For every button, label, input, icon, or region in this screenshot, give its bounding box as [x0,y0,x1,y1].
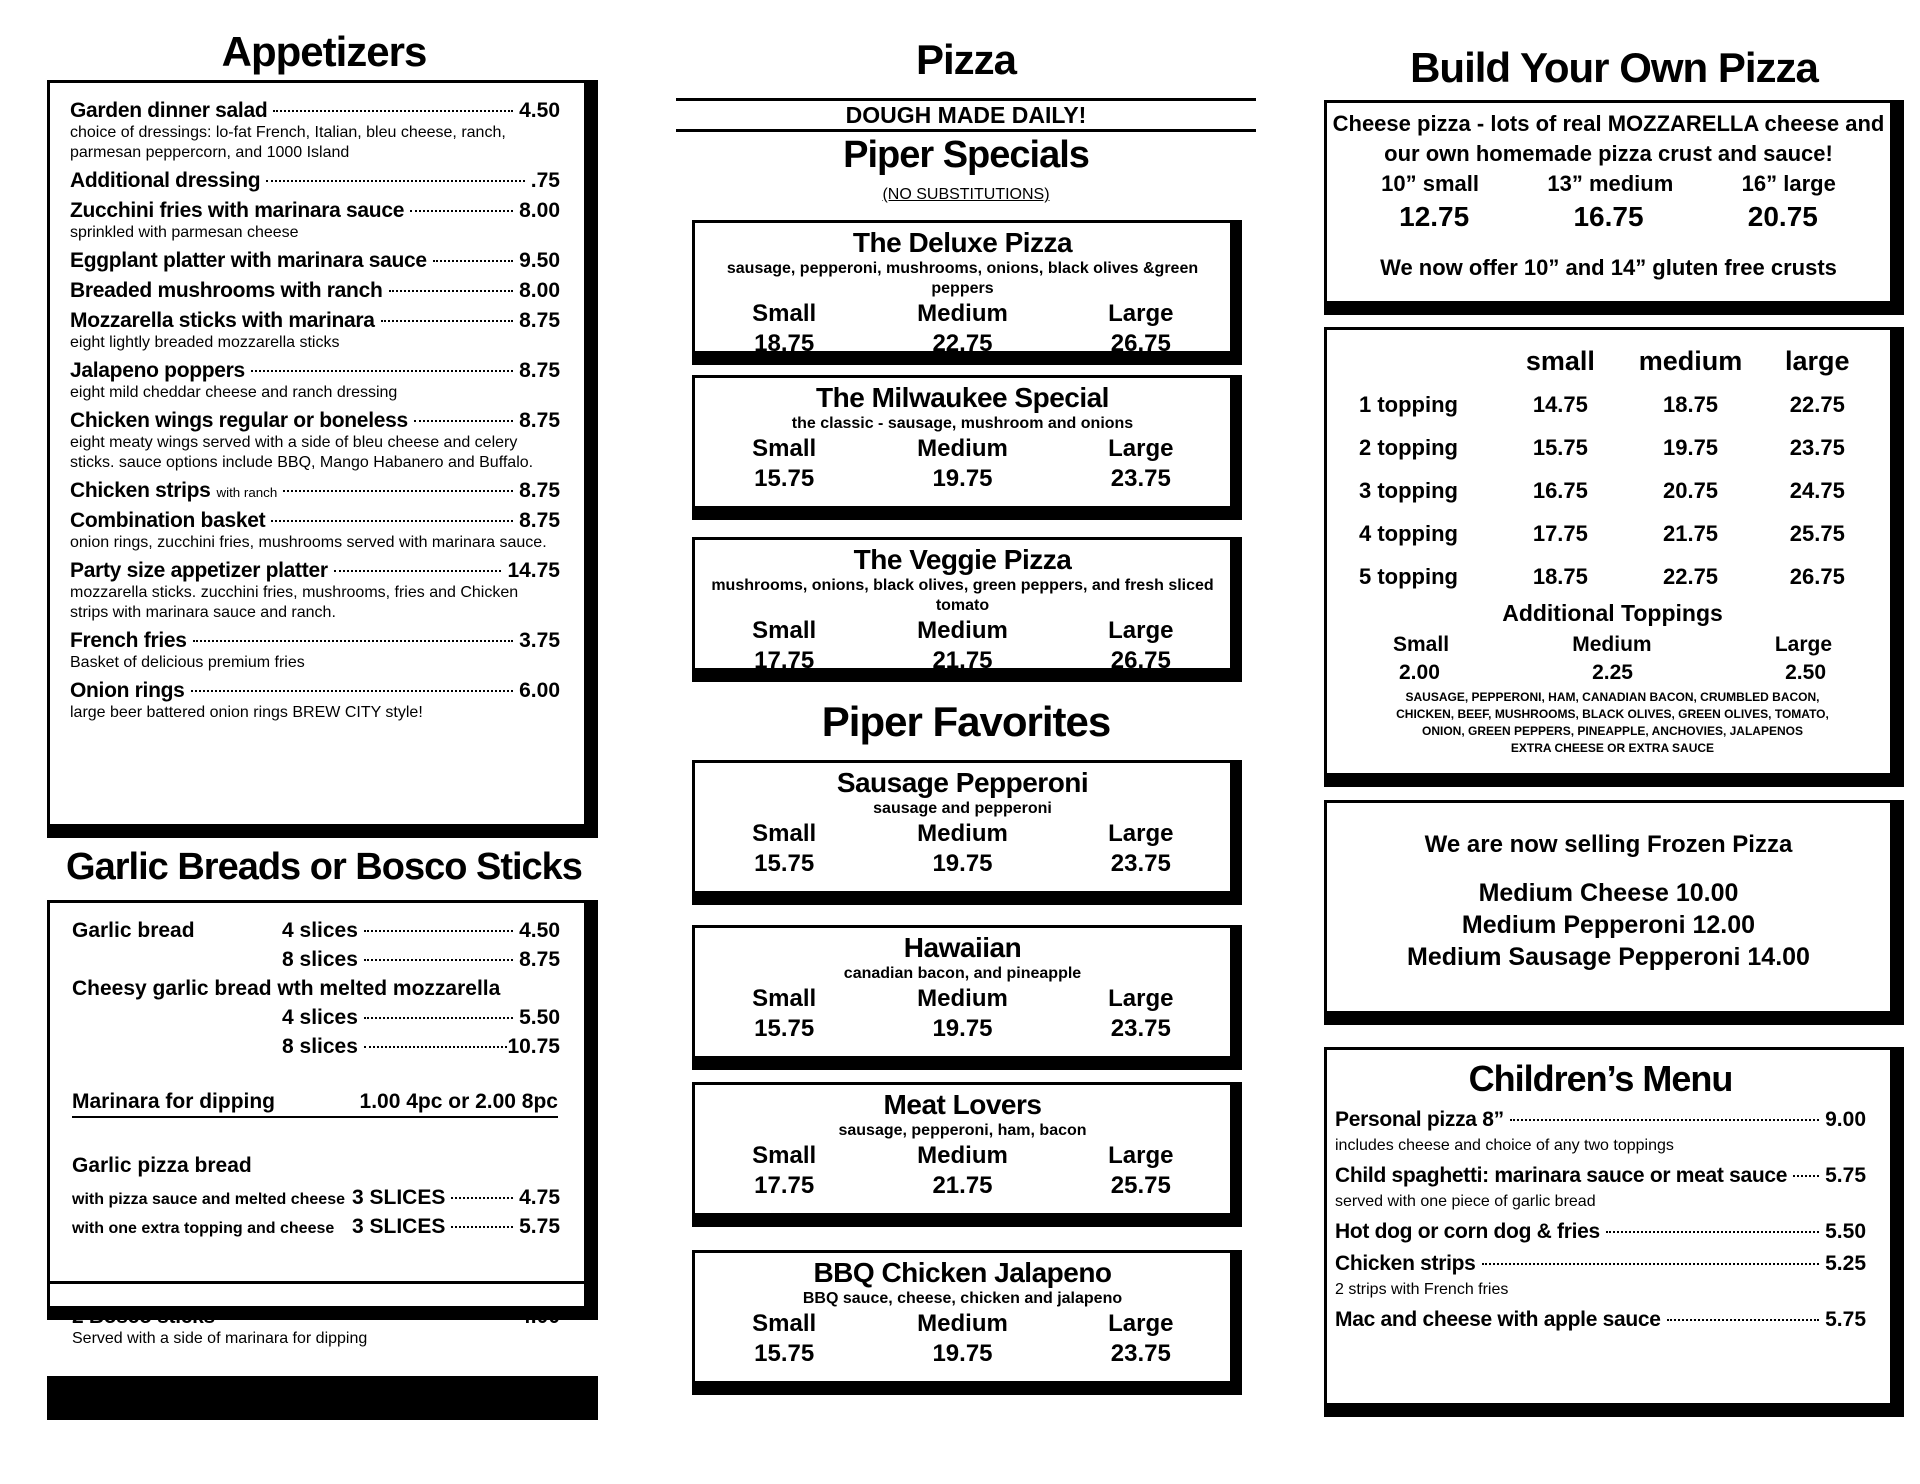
children-title: Children’s Menu [1468,1058,1733,1099]
appetizer-price: 4.50 [519,99,560,122]
children-name: Personal pizza 8” [1335,1108,1504,1131]
size-price: 26.75 [1110,330,1171,357]
frozen-line-2: Medium Pepperoni 12.00 [1461,911,1756,939]
pizza-card [692,1250,1242,1395]
gpb1-desc: with pizza sauce and melted cheese [72,1191,345,1208]
appetizer-name: Mozzarella sticks with marinara [70,309,375,332]
topping-list-1: SAUSAGE, PEPPERONI, HAM, CANADIAN BACON, CRUMBLED BACON, [1405,690,1820,704]
size-price: 15.75 [754,850,815,877]
topping-list-3: ONION, GREEN PEPPERS, PINEAPPLE, ANCHOVIES, JALAPENOS [1422,724,1803,738]
cheese-price-small: 12.75 [1399,201,1470,232]
gpb1-qty: 3 SLICES [352,1186,446,1209]
size-price: 22.75 [932,330,993,357]
appetizer-price: 8.75 [519,359,560,382]
th-medium: medium [1638,346,1743,376]
children-price: 5.50 [1825,1220,1866,1243]
bosco-price: 4.00 [519,1305,560,1328]
pizza-name: The Veggie Pizza [853,544,1072,575]
appetizer-desc: eight lightly breaded mozzarella sticks [70,334,340,351]
appetizer-price: 8.75 [519,509,560,532]
size-label: Small [752,300,817,327]
size-price: 21.75 [932,647,993,674]
appetizer-item [70,479,560,503]
topping-price: 21.75 [1662,520,1719,546]
topping-price: 25.75 [1789,520,1845,546]
size-label: Large [1108,435,1174,462]
appetizer-item [70,309,560,353]
appetizer-name: French fries [70,629,187,652]
pizza-name: The Deluxe Pizza [852,227,1073,258]
toppings-table [1359,340,1866,598]
topping-price: 22.75 [1789,391,1845,417]
size-price: 23.75 [1110,1340,1171,1367]
gb-8-slices: 8 slices [282,948,358,971]
pizza-card [692,1082,1242,1227]
size-label: Small [752,617,817,644]
size-label: Large [1108,985,1174,1012]
size-label: Small [752,1142,817,1169]
topping-row [1359,469,1866,512]
appetizer-price: 8.75 [519,309,560,332]
gpb2-price: 5.75 [519,1215,560,1238]
topping-price: 17.75 [1532,520,1588,546]
frozen-box [1324,800,1904,1025]
appetizer-desc: Basket of delicious premium fries [70,654,305,671]
appetizer-name: Zucchini fries with marinara sauce [70,199,405,222]
garlic-bottom-bar [47,1376,598,1420]
size-label: Medium [917,820,1008,847]
size-price: 18.75 [754,330,815,357]
pizza-name: The Milwaukee Special [816,382,1109,413]
appetizer-name: Combination basket [70,509,266,532]
size-label: Small [752,435,817,462]
appetizer-desc: eight meaty wings served with a side of bleu cheese and celery sticks. sauce options include BBQ, Mango Habanero and Buffalo. [70,434,534,471]
topping-price: 23.75 [1789,434,1845,460]
pizza-name: BBQ Chicken Jalapeno [813,1257,1112,1288]
appetizer-item [70,359,560,403]
pizza-card [692,537,1242,682]
size-13: 13” medium [1547,171,1674,196]
appetizer-name: Chicken wings regular or boneless [70,409,408,432]
size-price: 19.75 [932,1340,993,1367]
topping-count: 5 topping [1359,563,1458,589]
topping-count: 2 topping [1359,434,1458,460]
appetizer-name: Chicken strips [70,479,211,502]
topping-price: 16.75 [1532,477,1588,503]
pizza-card [692,375,1242,520]
gb-4-slices: 4 slices [282,919,358,942]
size-label: Medium [917,300,1008,327]
size-label: Large [1108,300,1174,327]
children-price: 5.25 [1825,1252,1866,1275]
appetizer-desc: eight mild cheddar cheese and ranch dressing [70,384,398,401]
pizza-desc: the classic - sausage, mushroom and onions [791,415,1134,432]
size-price: 23.75 [1110,1015,1171,1042]
topping-price: 19.75 [1662,434,1719,460]
appetizer-item [70,679,560,723]
size-price: 23.75 [1110,850,1171,877]
pizza-desc: mushrooms, onions, black olives, green peppers, and fresh sliced tomato [711,577,1214,614]
topping-price: 22.75 [1662,563,1719,589]
size-label: Medium [917,435,1008,462]
appetizer-item [70,509,560,553]
dough-banner: DOUGH MADE DAILY! [676,98,1256,132]
byo-title: Build Your Own Pizza [1410,44,1818,91]
cg-4-slices: 4 slices [282,1006,358,1029]
size-price: 25.75 [1110,1172,1171,1199]
appetizer-name: Party size appetizer platter [70,559,328,582]
children-name: Child spaghetti: marinara sauce or meat sauce [1335,1164,1788,1187]
appetizer-item [70,409,560,473]
appetizer-name: Onion rings [70,679,185,702]
pizza-name: Sausage Pepperoni [836,767,1089,798]
topping-price: 18.75 [1532,563,1588,589]
topping-count: 1 topping [1359,391,1458,417]
add-small: Small [1393,633,1450,656]
pizza-card [692,760,1242,905]
cheese-pizza-box [1324,100,1904,315]
appetizer-item [70,279,560,303]
appetizer-item [70,249,560,273]
appetizers-box [47,80,598,838]
bosco-desc: Served with a side of marinara for dipping [72,1330,368,1347]
appetizer-name: Garden dinner salad [70,99,268,122]
gb-4-price: 4.50 [519,919,560,942]
size-label: Large [1108,820,1174,847]
cheese-price-medium: 16.75 [1573,201,1644,232]
appetizer-price: 8.00 [519,279,560,302]
cheesy-garlic-label: Cheesy garlic bread wth melted mozzarella [72,977,501,1000]
size-10: 10” small [1381,171,1480,196]
pizza-title: Pizza [915,36,1017,83]
appetizer-desc: sprinkled with parmesan cheese [70,224,299,241]
children-box [1324,1047,1904,1417]
appetizers-list [70,99,560,723]
garlic-box [47,900,598,1347]
add-medium-price: 2.25 [1592,661,1633,684]
children-item [1335,1252,1866,1300]
children-name: Chicken strips [1335,1252,1476,1275]
frozen-line-3: Medium Sausage Pepperoni 14.00 [1407,943,1810,971]
garlic-divider [50,1281,584,1284]
topping-price: 24.75 [1789,477,1845,503]
size-price: 15.75 [754,465,815,492]
children-desc: includes cheese and choice of any two toppings [1335,1137,1674,1154]
appetizer-price: 8.75 [519,479,560,502]
appetizer-item [70,559,560,623]
appetizer-item [70,169,560,193]
garlic-bread-label: Garlic bread [72,919,195,942]
size-label: Medium [917,617,1008,644]
cheese-line-2: our own homemade pizza crust and sauce! [1384,141,1833,166]
children-item [1335,1164,1866,1212]
size-16: 16” large [1741,171,1836,196]
topping-row [1359,383,1866,426]
favorites-title: Piper Favorites [821,698,1111,745]
appetizer-price: 14.75 [507,559,560,582]
size-label: Large [1108,1310,1174,1337]
appetizer-price: 9.50 [519,249,560,272]
topping-price: 20.75 [1662,477,1719,503]
pizza-desc: sausage and pepperoni [873,800,1052,817]
children-item [1335,1108,1866,1156]
add-small-price: 2.00 [1399,661,1440,684]
topping-row [1359,426,1866,469]
gpb1-price: 4.75 [519,1186,560,1209]
topping-row [1359,555,1866,598]
size-price: 15.75 [754,1015,815,1042]
topping-price: 18.75 [1662,391,1719,417]
marinara-label: Marinara for dipping [72,1090,276,1113]
cg-8-slices: 8 slices [282,1035,358,1058]
children-name: Mac and cheese with apple sauce [1335,1308,1661,1331]
topping-list-4: EXTRA CHEESE OR EXTRA SAUCE [1510,741,1715,755]
cg-8-price: 10.75 [507,1035,560,1058]
cheese-price-large: 20.75 [1747,201,1818,232]
pizza-name: Meat Lovers [883,1089,1042,1120]
size-price: 15.75 [754,1340,815,1367]
appetizer-name: Jalapeno poppers [70,359,245,382]
topping-price: 26.75 [1789,563,1845,589]
th-small: small [1525,346,1595,376]
pizza-card [692,925,1242,1070]
pizza-desc: sausage, pepperoni, ham, bacon [838,1122,1087,1139]
pizza-desc: BBQ sauce, cheese, chicken and jalapeno [802,1290,1123,1307]
bosco-label: 2 Bosco sticks [72,1305,215,1328]
th-large: large [1785,346,1850,376]
size-price: 23.75 [1110,465,1171,492]
appetizer-price: 6.00 [519,679,560,702]
gb-8-price: 8.75 [519,948,560,971]
size-price: 19.75 [932,1015,993,1042]
size-price: 19.75 [932,465,993,492]
topping-row [1359,512,1866,555]
children-desc: served with one piece of garlic bread [1335,1193,1596,1210]
appetizer-name: Eggplant platter with marinara sauce [70,249,427,272]
children-list [1335,1108,1866,1332]
gluten-free-note: We now offer 10” and 14” gluten free crusts [1380,255,1837,280]
appetizer-name-small: with ranch [216,485,278,500]
size-price: 17.75 [754,647,815,674]
size-price: 26.75 [1110,647,1171,674]
topping-price: 14.75 [1532,391,1588,417]
appetizer-price: .75 [530,169,560,192]
size-price: 19.75 [932,850,993,877]
size-label: Small [752,985,817,1012]
cheese-line-1: Cheese pizza - lots of real MOZZARELLA cheese and [1332,111,1885,136]
topping-count: 3 topping [1359,477,1458,503]
size-price: 21.75 [932,1172,993,1199]
appetizer-desc: large beer battered onion rings BREW CITY style! [70,704,423,721]
appetizer-desc: mozzarella sticks. zucchini fries, mushrooms, fries and Chicken strips with marinara sauce and ranch. [70,584,519,621]
size-label: Medium [917,1310,1008,1337]
appetizer-desc: choice of dressings: lo-fat French, Italian, bleu cheese, ranch, parmesan peppercorn, and 1000 Island [70,124,506,161]
appetizer-item [70,629,560,673]
pizza-name: Hawaiian [903,932,1022,963]
additional-toppings-title: Additional Toppings [1502,600,1723,626]
frozen-title: We are now selling Frozen Pizza [1424,831,1793,858]
appetizer-price: 3.75 [519,629,560,652]
toppings-box [1324,327,1904,787]
topping-list-2: CHICKEN, BEEF, MUSHROOMS, BLACK OLIVES, GREEN OLIVES, TOMATO, [1396,707,1829,721]
specials-title: Piper Specials [843,134,1089,176]
children-price: 5.75 [1825,1308,1866,1331]
cg-4-price: 5.50 [519,1006,560,1029]
children-item [1335,1220,1866,1244]
appetizer-price: 8.00 [519,199,560,222]
appetizer-item [70,99,560,163]
children-item [1335,1308,1866,1332]
appetizer-name: Breaded mushrooms with ranch [70,279,383,302]
size-label: Large [1108,617,1174,644]
size-label: Small [752,1310,817,1337]
children-price: 9.00 [1825,1108,1866,1131]
garlic-title: Garlic Breads or Bosco Sticks [66,846,582,888]
add-large-price: 2.50 [1785,661,1826,684]
no-substitutions: (NO SUBSTITUTIONS) [882,186,1050,203]
children-name: Hot dog or corn dog & fries [1335,1220,1600,1243]
children-desc: 2 strips with French fries [1335,1281,1509,1298]
add-large: Large [1774,633,1832,656]
size-price: 17.75 [754,1172,815,1199]
size-label: Medium [917,1142,1008,1169]
appetizers-title: Appetizers [221,28,427,75]
children-price: 5.75 [1825,1164,1866,1187]
pizza-desc: sausage, pepperoni, mushrooms, onions, black olives &green peppers [726,260,1199,297]
add-medium: Medium [1572,633,1652,656]
marinara-price: 1.00 4pc or 2.00 8pc [359,1090,558,1113]
size-label: Large [1108,1142,1174,1169]
topping-price: 15.75 [1532,434,1588,460]
topping-count: 4 topping [1359,520,1458,546]
gpb2-desc: with one extra topping and cheese [72,1220,335,1237]
frozen-line-1: Medium Cheese 10.00 [1478,879,1739,907]
appetizer-desc: onion rings, zucchini fries, mushrooms served with marinara sauce. [70,534,547,551]
size-label: Small [752,820,817,847]
pizza-card [692,220,1242,365]
appetizer-price: 8.75 [519,409,560,432]
appetizer-name: Additional dressing [70,169,261,192]
size-label: Medium [917,985,1008,1012]
appetizer-item [70,199,560,243]
garlic-pizza-bread-label: Garlic pizza bread [72,1154,252,1177]
pizza-desc: canadian bacon, and pineapple [843,965,1082,982]
gpb2-qty: 3 SLICES [352,1215,446,1238]
